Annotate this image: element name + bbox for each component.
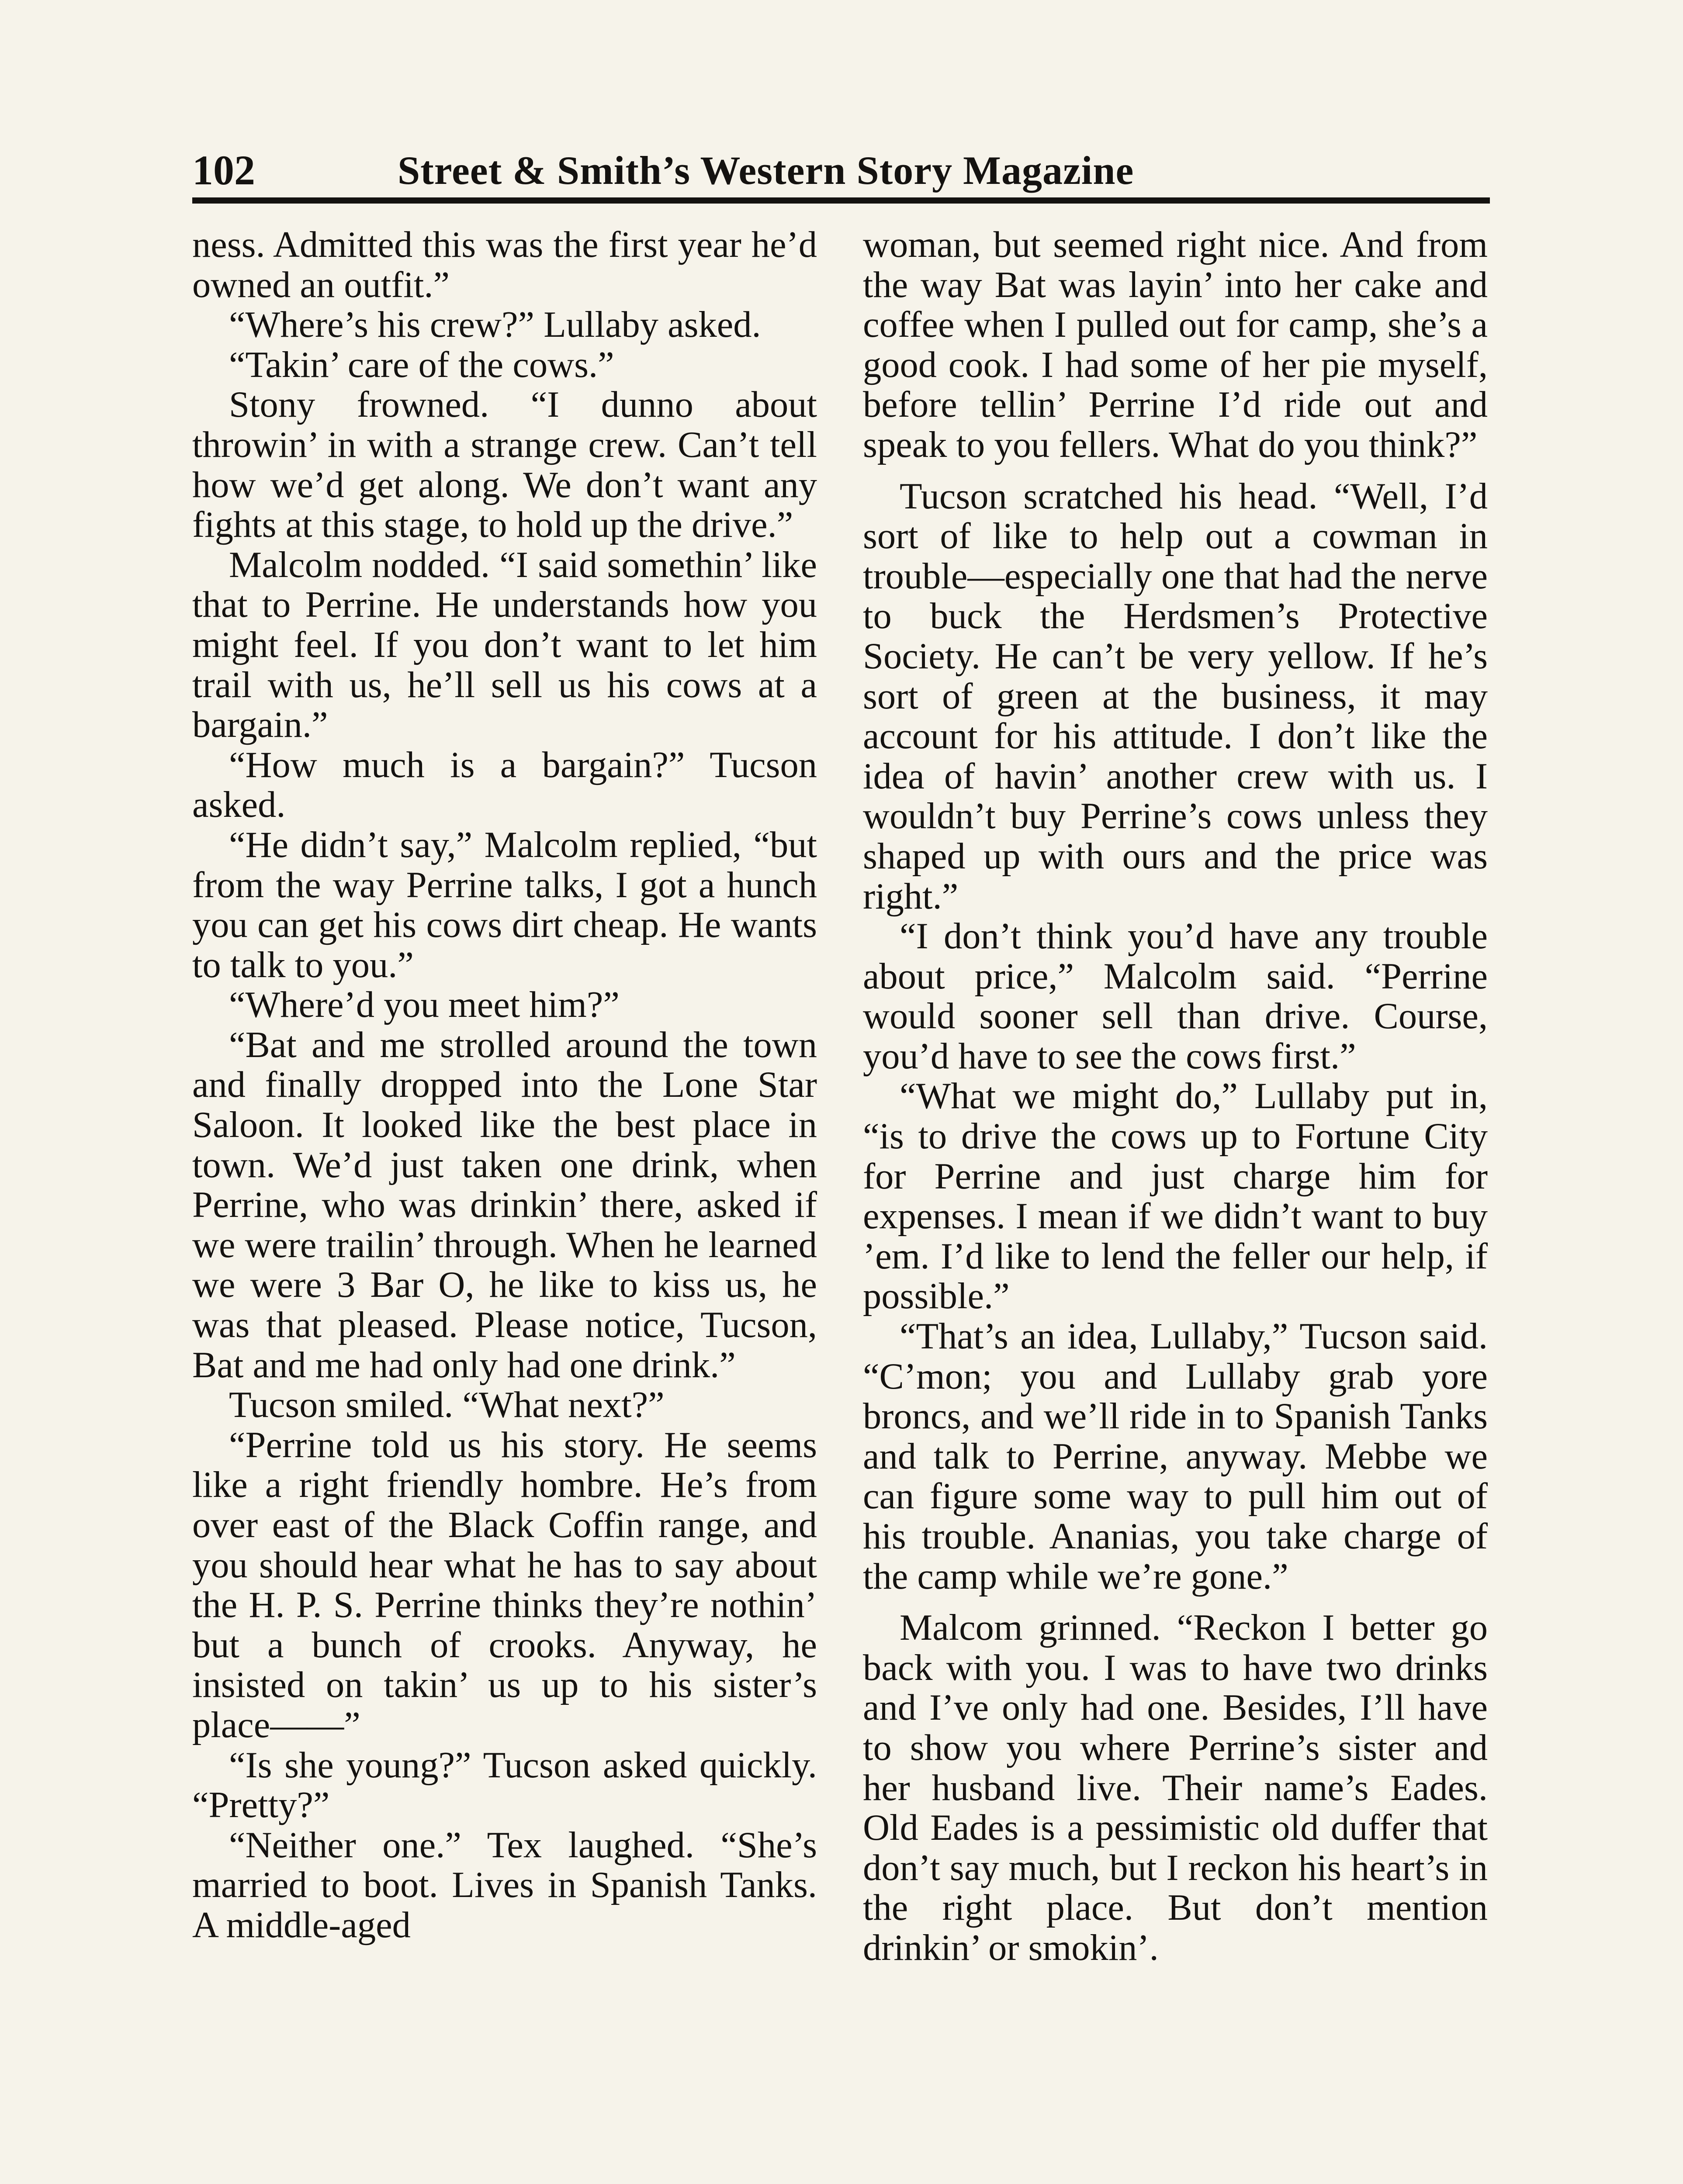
paragraph: Malcolm nodded. “I said somethin’ like that to Perrine. He understands how you might feel. If you don’t want to let him trail with us, he’ll sell us his cows at a bargain.” — [192, 544, 817, 746]
paragraph: Tucson smiled. “What next?” — [229, 1385, 665, 1426]
paragraph: “He didn’t say,” Malcolm replied, “but from the way Perrine talks, I got a hunch you can get his cows dirt cheap. He wants to talk to you.” — [192, 824, 817, 985]
right-column — [863, 225, 1488, 1968]
page-number: 102 — [192, 147, 255, 194]
paragraph: Stony frowned. “I dunno about throwin’ in with a strange crew. Can’t tell how we’d get along. We don’t want any fights at this stage, to hold up the drive.” — [192, 384, 817, 546]
paragraph: “That’s an idea, Lullaby,” Tucson said. “C’mon; you and Lullaby grab yore broncs, and we’ll ride in to Spanish Tanks and talk to Perrine, anyway. Mebbe we can figure some way to pull him out of his trouble. Ananias, you take charge of the camp while we’re gone.” — [863, 1316, 1488, 1597]
paragraph: “Neither one.” Tex laughed. “She’s married to boot. Lives in Spanish Tanks. A middle-aged — [192, 1825, 817, 1946]
paragraph: “Where’s his crew?” Lullaby asked. — [229, 304, 761, 346]
left-column — [192, 225, 817, 1946]
paragraph: Malcom grinned. “Reckon I better go back with you. I was to have two drinks and I’ve only had one. Besides, I’ll have to show you where Perrine’s sister and her husband live. Their name’s Eades. Old Eades is a pessimistic old duffer that don’t say much, but I reckon his heart’s in the right place. But don’t mention drinkin’ or smokin’. — [863, 1607, 1488, 1968]
paragraph: “I don’t think you’d have any trouble about price,” Malcolm said. “Perrine would sooner sell than drive. Course, you’d have to see the cows first.” — [863, 916, 1488, 1077]
paragraph: “Bat and me strolled around the town and finally dropped into the Lone Star Saloon. It looked like the best place in town. We’d just taken one drink, when Perrine, who was drinkin’ there, asked if we were trailin’ through. When he learned we were 3 Bar O, he like to kiss us, he was that pleased. Please notice, Tucson, Bat and me had only had one drink.” — [192, 1024, 817, 1386]
paragraph: “What we might do,” Lullaby put in, “is to drive the cows up to Fortune City for Perrine and just charge him for expenses. I mean if we didn’t want to buy ’em. I’d like to lend the feller our help, if possible.” — [863, 1076, 1488, 1317]
header-rule — [192, 197, 1490, 204]
running-title: Street & Smith’s Western Story Magazine — [398, 148, 1134, 193]
paragraph: ness. Admitted this was the first year he’d owned an outfit.” — [192, 225, 817, 305]
paragraph: woman, but seemed right nice. And from the way Bat was layin’ into her cake and coffee when I pulled out for camp, she’s a good cook. I had some of her pie myself, before tellin’ Perrine I’d ride out and speak to you fellers. What do you think?” — [863, 225, 1488, 465]
paragraph: “Where’d you meet him?” — [229, 985, 620, 1026]
paragraph: “How much is a bargain?” Tucson asked. — [192, 744, 817, 826]
paragraph: Tucson scratched his head. “Well, I’d sort of like to help out a cowman in trouble—especially one that had the nerve to buck the Herdsmen’s Protective Society. He can’t be very yellow. If he’s sort of green at the business, it may account for his attitude. I don’t like the idea of havin’ another crew with us. I wouldn’t buy Perrine’s cows unless they shaped up with ours and the price was right.” — [863, 476, 1488, 917]
paragraph: “Perrine told us his story. He seems like a right friendly hombre. He’s from over east of the Black Coffin range, and you should hear what he has to say about the H. P. S. Perrine thinks they’re nothin’ but a bunch of crooks. Anyway, he insisted on takin’ us up to his sister’s place——” — [192, 1424, 817, 1745]
paragraph: “Is she young?” Tucson asked quickly. “Pretty?” — [192, 1745, 817, 1826]
paragraph: “Takin’ care of the cows.” — [229, 344, 614, 385]
page-header — [192, 144, 1490, 205]
